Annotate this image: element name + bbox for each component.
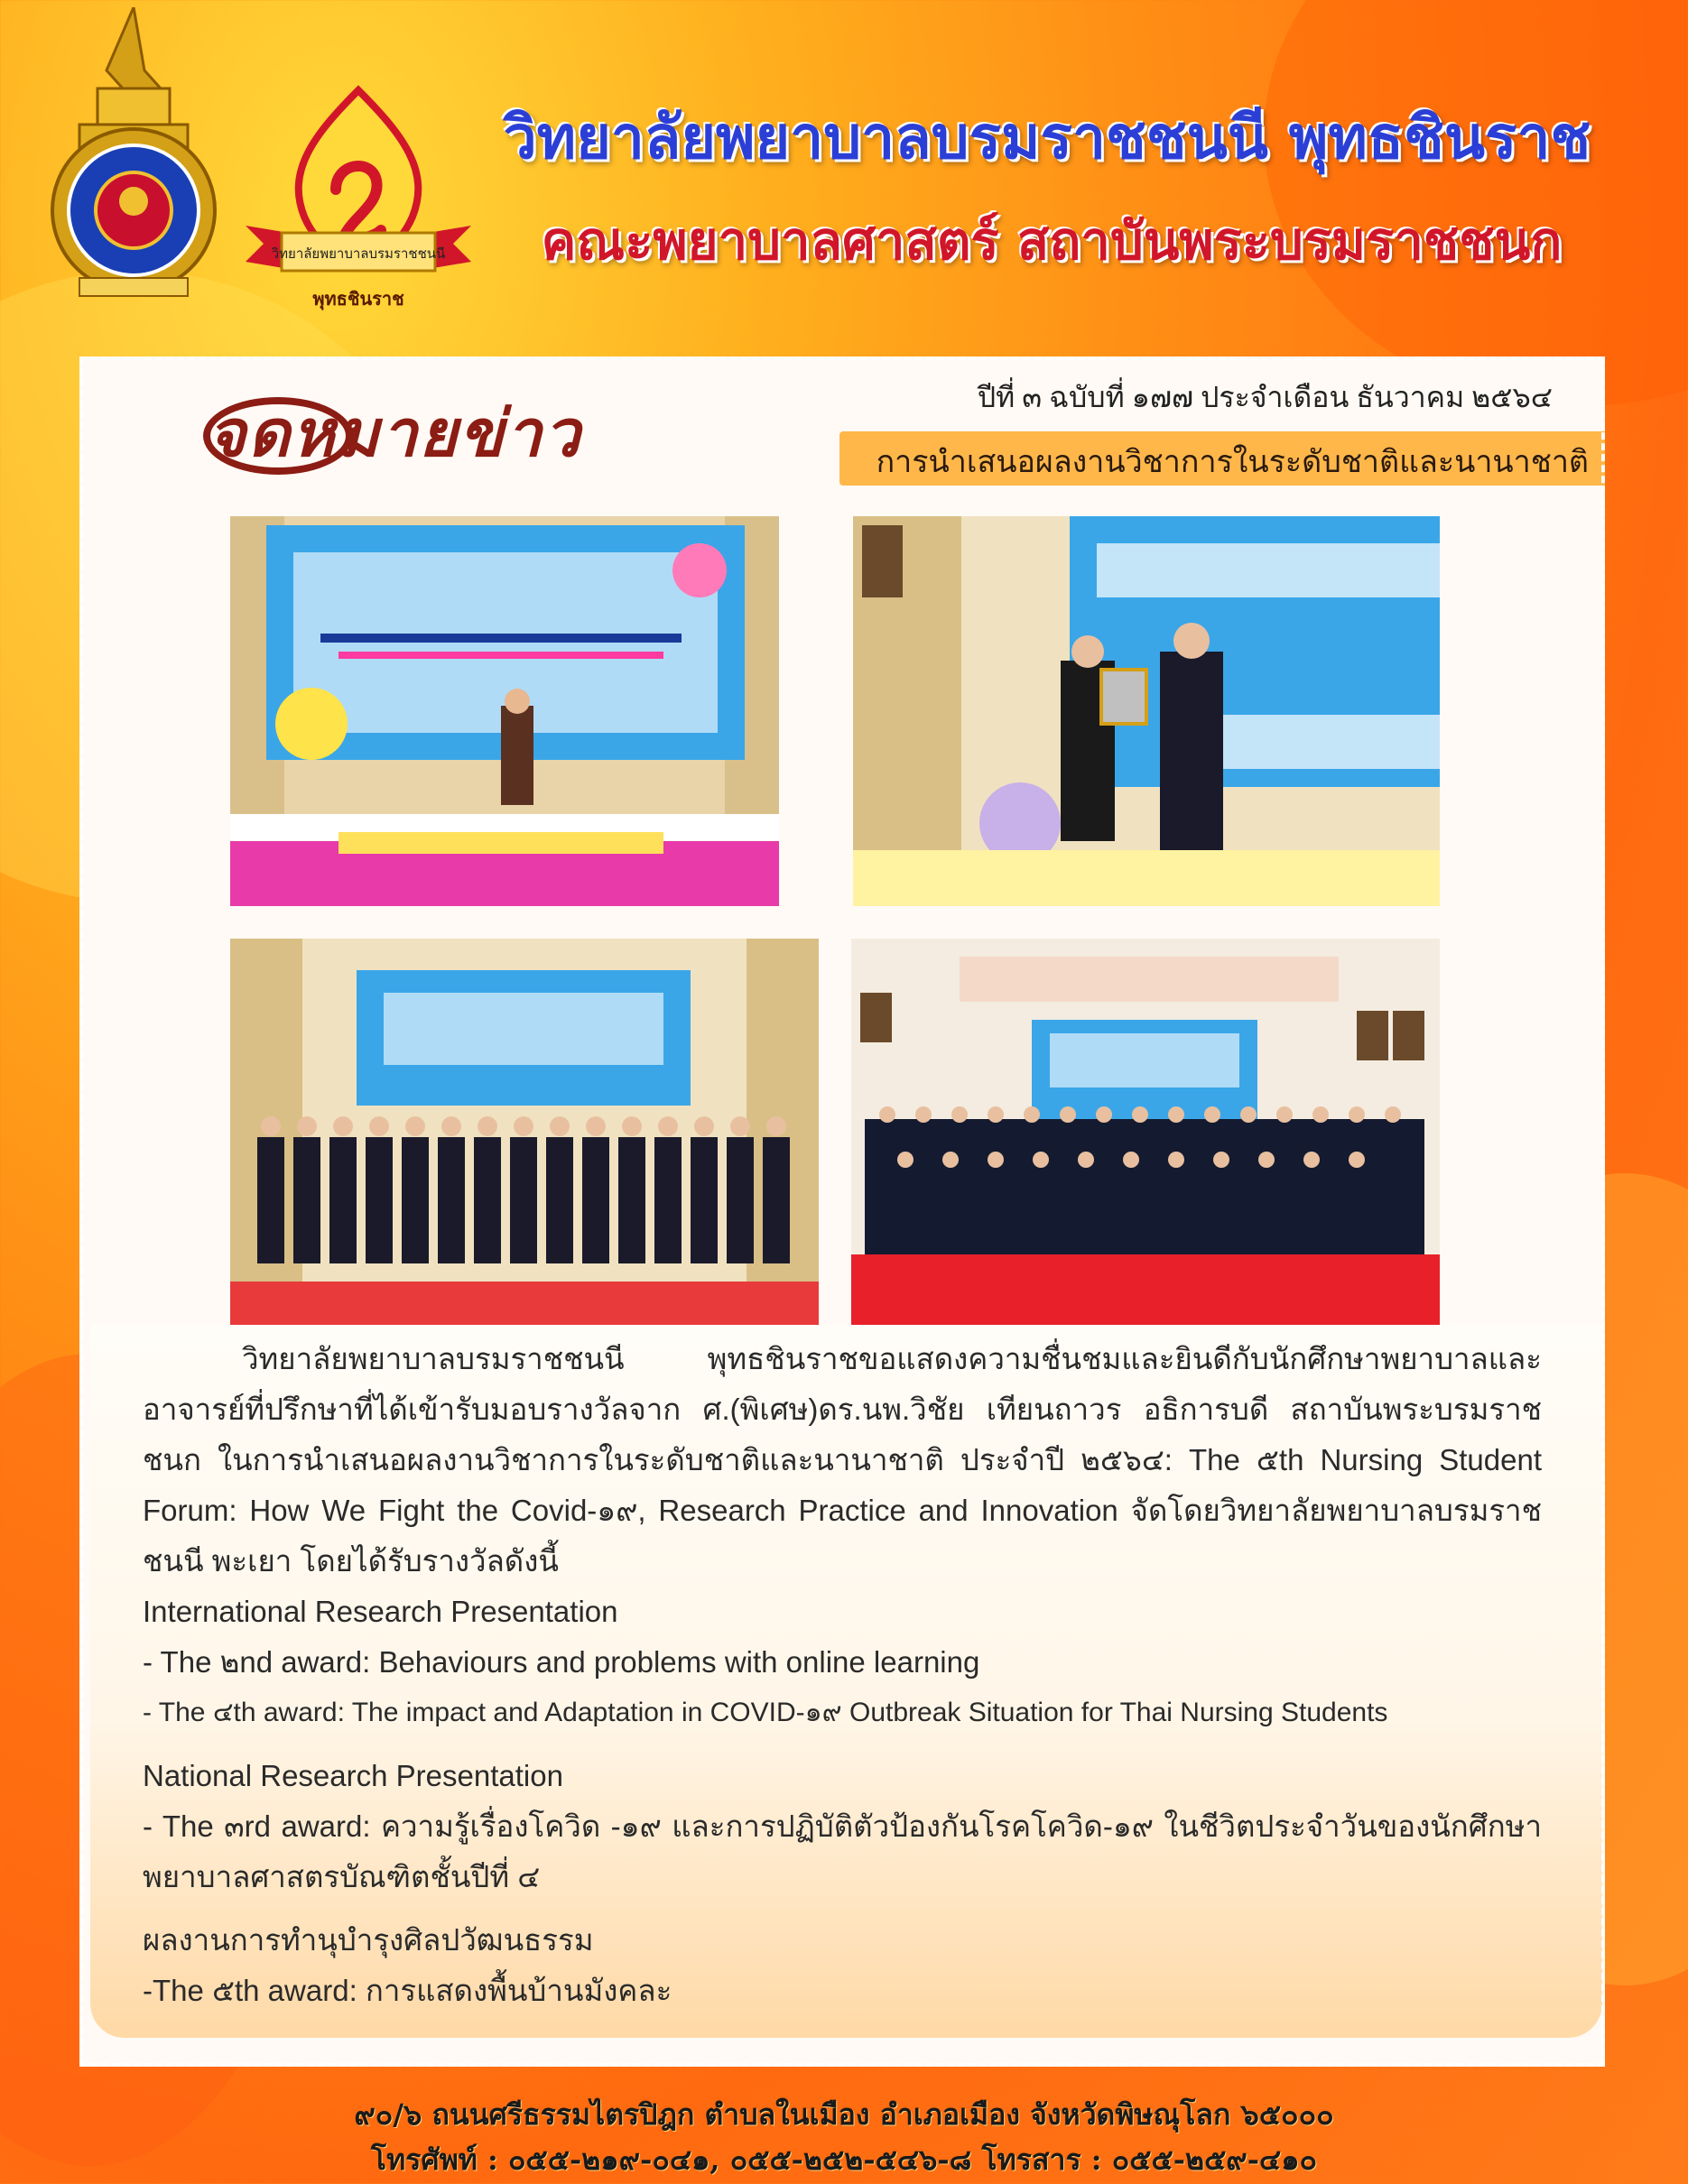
international-award-1: - The ๒nd award: Behaviours and problems with online learning — [143, 1645, 980, 1679]
issue-info: ปีที่ ๓ ฉบับที่ ๑๗๗ ประจำเดือน ธันวาคม ๒๕๖๔ — [977, 381, 1553, 413]
national-award-1: - The ๓rd award: ความรู้เรื่องโควิด -๑๙ และการปฏิบัติตัวป้องกันโรคโควิด-๑๙ ในชีวิตประจำวันของนักศึกษาพยาบาลศาสตรบัณฑิตชั้นปีที่ ๔ — [143, 1809, 1542, 1893]
college-logo-icon — [237, 81, 480, 316]
footer-address: ๙๐/๖ ถนนศรีธรรมไตรปิฎก ตำบลในเมือง อำเภอเมือง จังหวัดพิษณุโลก ๖๕๐๐๐ — [354, 2097, 1334, 2132]
header — [0, 0, 1688, 356]
award-presentation-photo — [853, 516, 1440, 906]
institute-emblem-icon — [43, 7, 224, 305]
international-heading: International Research Presentation — [143, 1595, 618, 1628]
students-group-photo — [851, 939, 1440, 1328]
award-winners-group-photo — [230, 939, 819, 1328]
logo-label: วิทยาลัยพยาบาลบรมราชชนนี — [271, 245, 446, 262]
logo-sublabel: พุทธชินราช — [312, 288, 404, 310]
footer-contact: โทรศัพท์ : ๐๕๕-๒๑๙-๐๔๑, ๐๕๕-๒๕๒-๕๔๖-๘ โทรสาร : ๐๕๕-๒๕๙-๔๑๐ — [370, 2142, 1318, 2177]
culture-award-1: -The ๕th award: การแสดงพื้นบ้านมังคละ — [143, 1974, 672, 2007]
article-paragraph: วิทยาลัยพยาบาลบรมราชชนนี พุทธชินราชขอแสดงความชื่นชมและยินดีกับนักศึกษาพยาบาลและอาจารย์ที่ปรึกษาที่ได้เข้ารับมอบรางวัลจาก ศ.(พิเศษ)ดร.นพ.วิชัย เทียนถาวร อธิการบดี สถาบันพระบรมราชชนก ในการนำเสนอผลงานวิชาการในระดับชาติและนานาชาติ ประจำปี ๒๕๖๔: The ๕th Nursing Student Forum: How We Fight the Covid-๑๙, Research Practice and Innovation จัดโดยวิทยาลัยพยาบาลบรมราชชนนี พะเยา โดยได้รับรางวัลดังนี้ — [143, 1342, 1542, 1578]
college-name: วิทยาลัยพยาบาลบรมราชชนนี พุทธชินราช — [503, 102, 1591, 172]
faculty-name: คณะพยาบาลศาสตร์ สถาบันพระบรมราชชนก — [541, 210, 1563, 272]
newsletter-subtitle: การนำเสนอผลงานวิชาการในระดับชาติและนานาชาติ — [876, 446, 1589, 479]
international-award-2: - The ๔th award: The impact and Adaptation in COVID-๑๙ Outbreak Situation for Thai Nursing Students — [143, 1698, 1388, 1727]
newsletter-wordmark: จดหมายข่าว — [208, 394, 582, 471]
article-body — [143, 1334, 1542, 2016]
forum-stage-photo — [230, 516, 779, 906]
culture-heading: ผลงานการทำนุบำรุงศิลปวัฒนธรรม — [143, 1923, 594, 1957]
national-heading: National Research Presentation — [143, 1759, 563, 1792]
